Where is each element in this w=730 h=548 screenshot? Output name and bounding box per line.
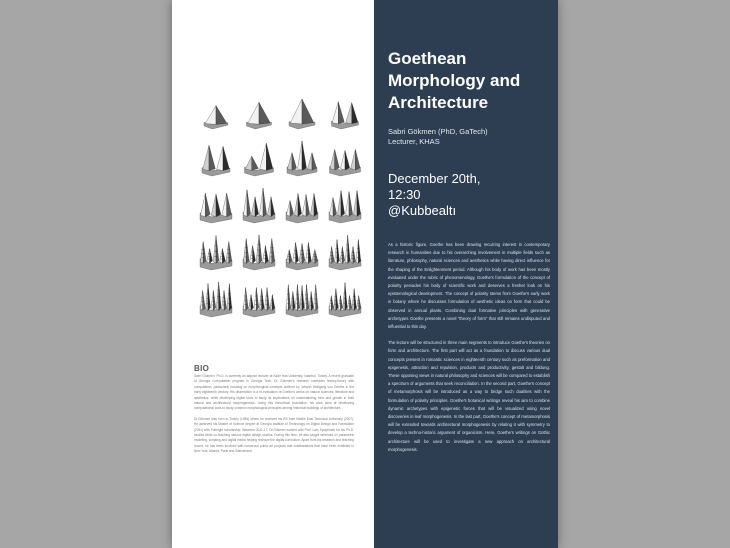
morphology-form-r1-c4 — [325, 92, 365, 132]
abstract-paragraph-1: As a historic figure, Goethe has been drawing recurring interest in contemporary research in humanities due to his overarching involvement in multiple fields such as literature, philosophy, natural sciences and aesthetics while having direct influence for the shaping of the Enlightenment period. Although his body of work has been mostly evaluated under the rubric of phenomenology, Goethe's formulation of the concept of polarity pervades his body of scientific work and deserves a fresher look on his epistemological development. The concept of polarity stems from Goethe's early work in botany where he discusses formulation of aesthetic ideas on form that could be observed in annual plants. Combining dual formative principles with generative archetypes Goethe presents a novel "theory of form" that still remains undisputed and influential to this day. — [388, 242, 550, 330]
morphology-form-r3-c3 — [282, 186, 322, 226]
morphology-form-r5-c1 — [196, 280, 236, 320]
morphology-form-r3-c2 — [239, 186, 279, 226]
morphology-form-r2-c1 — [196, 139, 236, 179]
abstract — [388, 241, 550, 462]
morphology-grid — [184, 90, 362, 330]
poster-right-panel — [374, 0, 558, 548]
morphology-form-r2-c3 — [282, 139, 322, 179]
morphology-form-r3-c4 — [325, 186, 365, 226]
morphology-form-r5-c3 — [282, 280, 322, 320]
event-date: December 20th, — [388, 171, 481, 186]
bio-heading: BIO — [194, 364, 210, 373]
morphology-form-r4-c3 — [282, 233, 322, 273]
event-time: 12:30 — [388, 187, 421, 202]
morphology-form-r5-c2 — [239, 280, 279, 320]
bio-paragraph-2: Dr.Gökmen was born in Turkey (1984) where he received his BS from Middle East Technical University (2007). He achieved his Master of Science degree at Georgia Institute of Technology on Digital Design and Fabrication (2011) with Fulbright scholarship. Between 2011-17, Dr.Gökmen worked with Prof. Lars Spuybroek for his Ph.D. studies while co-teaching various digital design studios. During this time, he also taught seminars on parametric modeling, scripting and digital media helping reshape the digital curriculum. Apart from his research and teaching record, he has been involved with numerous public art projects and collaborations that have been exhibited in New York, Atlanta, Paris and Switzerland. — [194, 416, 354, 454]
event-details — [388, 171, 553, 219]
morphology-form-r3-c1 — [196, 186, 236, 226]
poster — [172, 0, 558, 548]
morphology-form-r1-c3 — [282, 92, 322, 132]
morphology-form-r5-c4 — [325, 280, 365, 320]
morphology-form-r4-c4 — [325, 233, 365, 273]
morphology-form-r2-c4 — [325, 139, 365, 179]
bio-text — [194, 374, 354, 460]
abstract-paragraph-2: The lecture will be structured in three main segments to introduce Goethe's theories on form and architecture. The first part will act as a foundation to discuss various dual concepts present in romantic sciences in eighteenth century such as preformation and epigenesis, attraction and repulsion, products and productivity, gestalt and bildung. These opposing views in natural philosophy and sciences will be compared to establish a spectrum of arguments that seek reconciliation. In the second part, Goethe's concept of metamorphosis will be introduced as a way to bridge such dualities with the formulation of polarity principles. Goethe's botanical writings reveal his aim to combine dynamic archetypes with epigenetic forces that will be visualized using novel discoveries in leaf morphogenesis. In the last part, Goethe's concept of metamorphosis will be extended towards architectural morphogenesis by relating it with symmetry to develop a techno-historic argument of organicism. Here, Goethe's writings on Gothic architecture will be used to investigate a new approach on architectural morphogenesis. — [388, 340, 550, 452]
morphology-form-r1-c1 — [196, 92, 236, 132]
poster-title: Goethean Morphology and Architecture — [388, 49, 521, 112]
morphology-form-r4-c2 — [239, 233, 279, 273]
poster-left-panel — [172, 0, 374, 548]
speaker-info — [388, 127, 488, 147]
morphology-form-r1-c2 — [239, 92, 279, 132]
bio-paragraph-1: Sabri Gökmen, Ph.D. is currently an adjunct lecturer at Kadir Has University, Istanbul, Turkey. A recent graduate of Georgia Computation program in Georgia Tech, Dr. Gökmen's research combines history-theory with computation, particularly focusing on morphological concepts outlined by Johann Wolfgang von Goethe in the early eighteenth century. His dissertation is a re-evaluation of Goethe's works on natural sciences, literature and aesthetics, while developing digital tools to study its implications on understanding form and growth in both natural and architectural morphogenesis. Using this theoretical foundation, his work aims at developing computational tools to study common morphological principles among historical buildings of architecture. — [194, 374, 354, 411]
speaker-name: Sabri Gökmen (PhD, GaTech) — [388, 127, 488, 136]
event-venue: @Kubbealtı — [388, 203, 457, 218]
speaker-role: Lecturer, KHAS — [388, 137, 440, 146]
morphology-form-r4-c1 — [196, 233, 236, 273]
morphology-form-r2-c2 — [239, 139, 279, 179]
